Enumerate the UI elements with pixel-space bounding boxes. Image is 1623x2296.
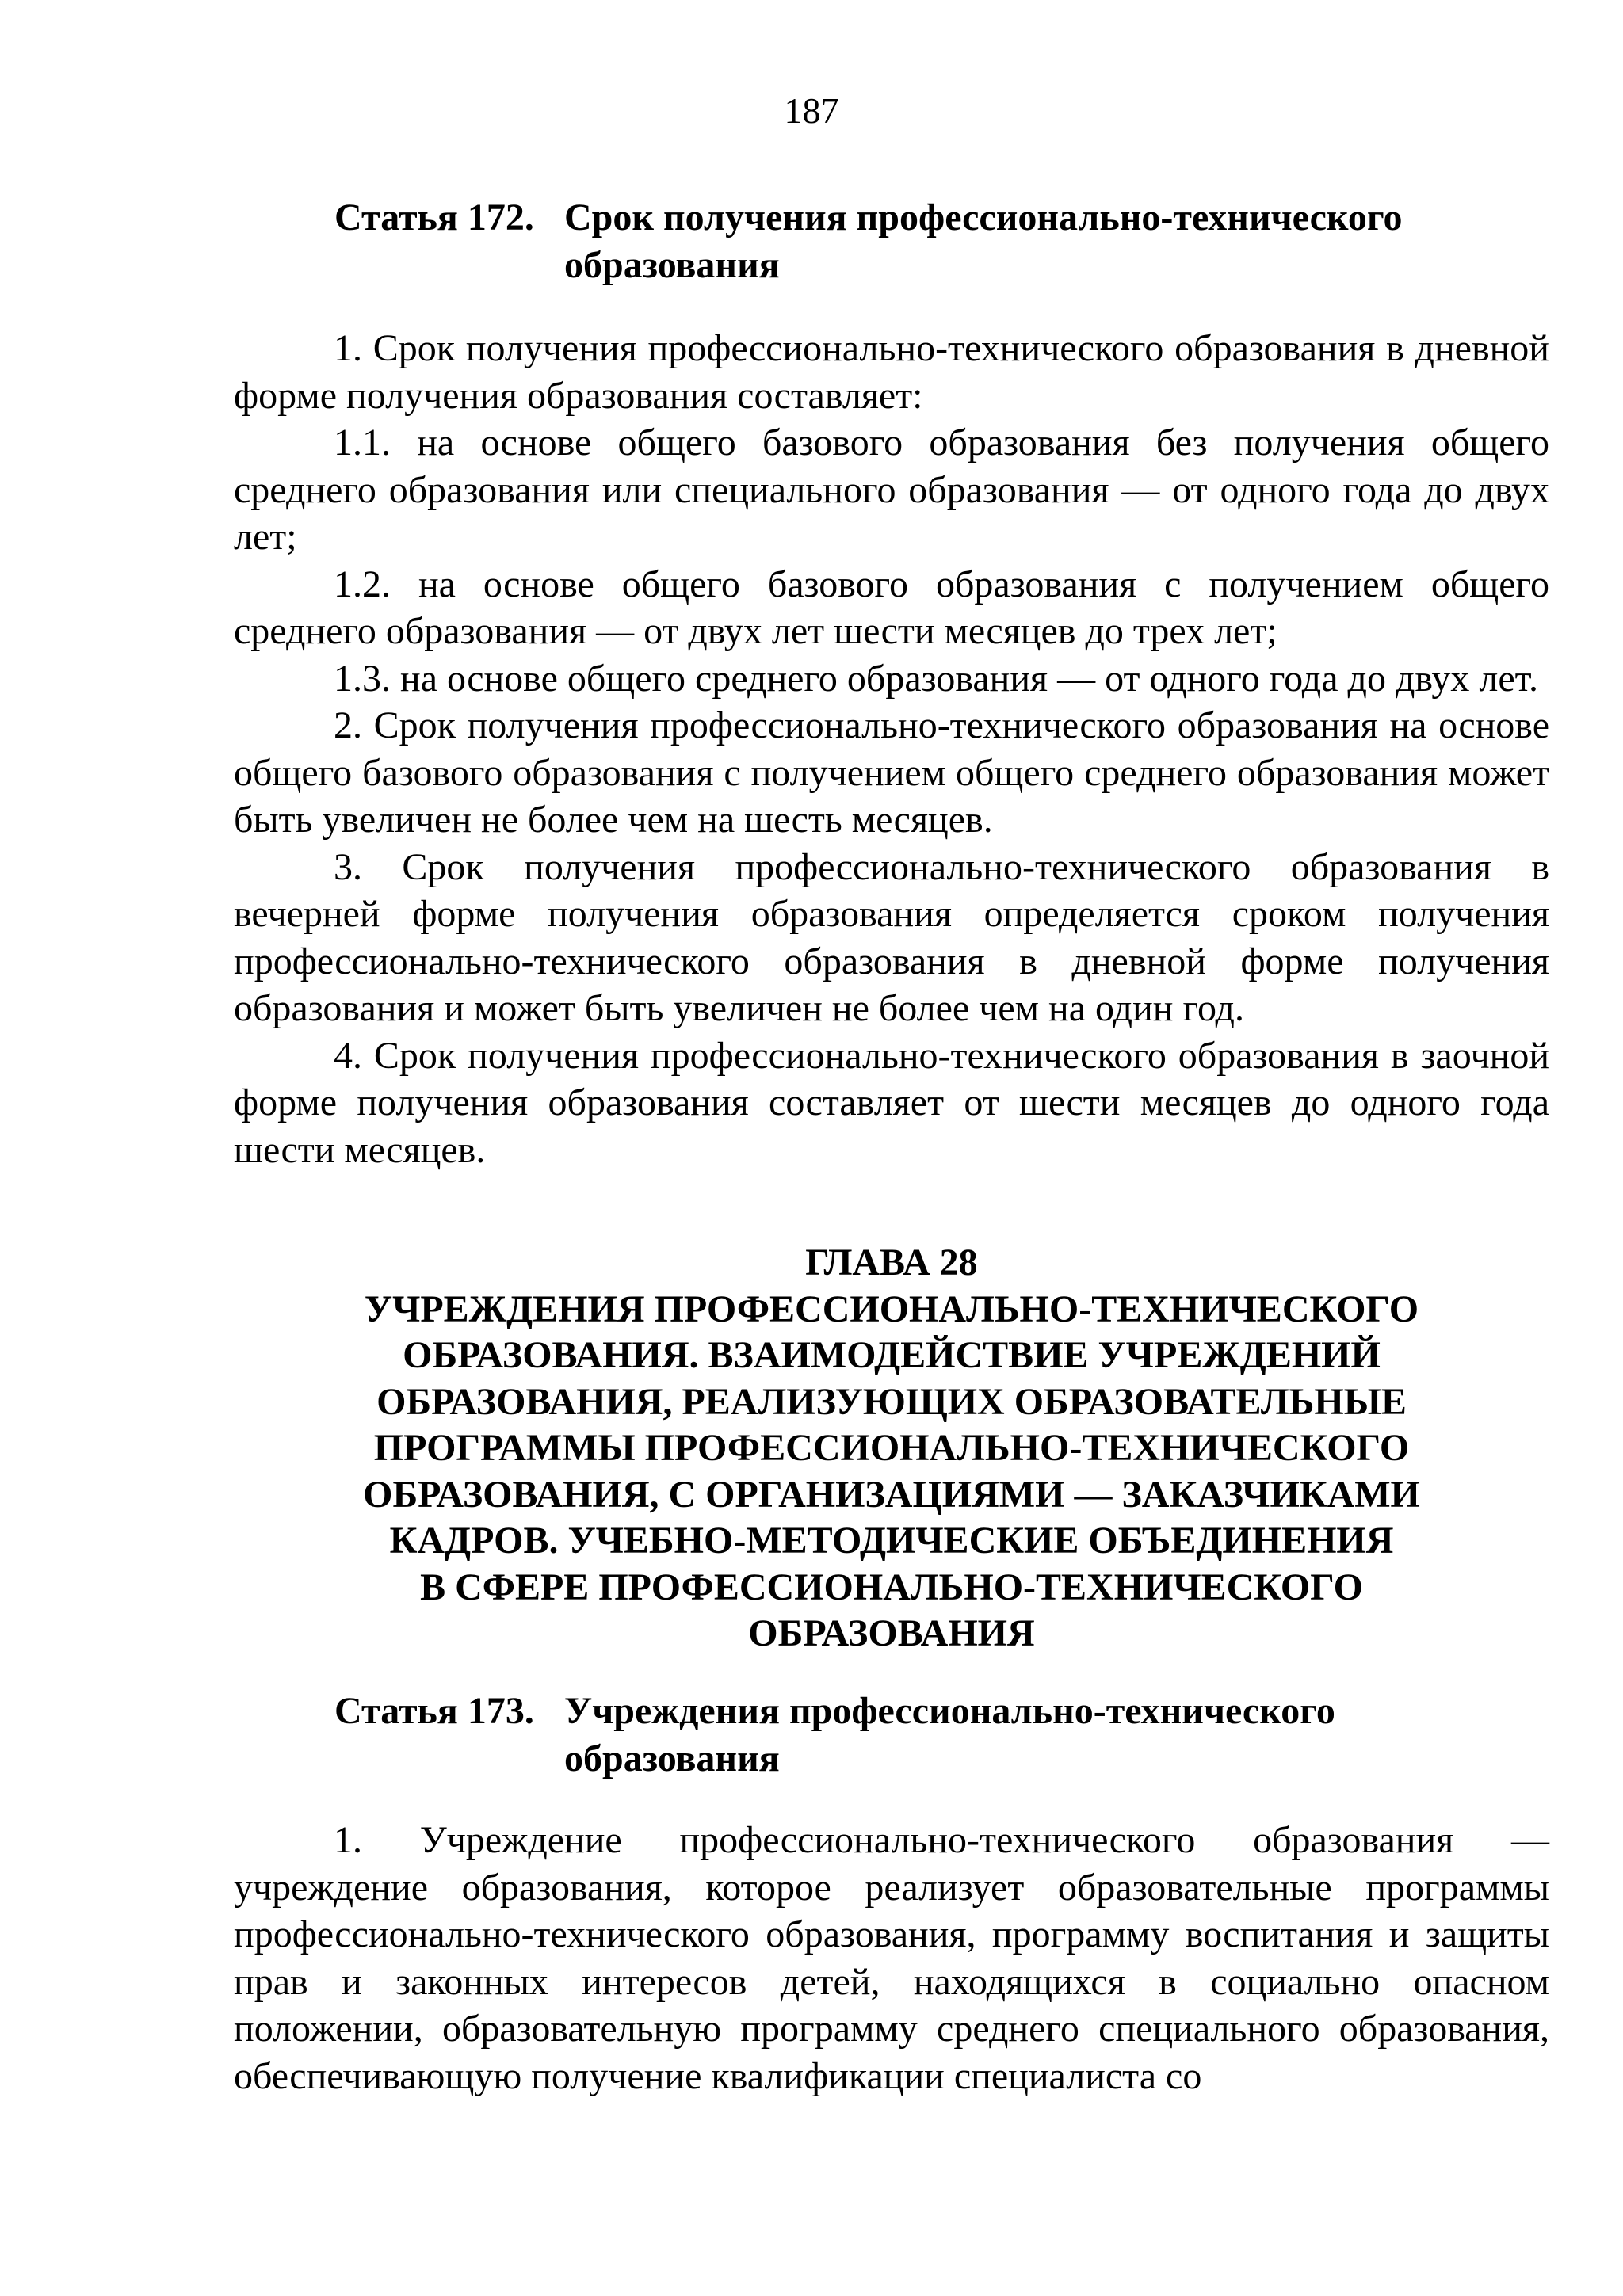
article-172-paragraph-1-3: 1.3. на основе общего среднего образования — от одного года до двух лет.: [334, 657, 1539, 700]
article-172-paragraph-1-1: 1.1. на основе общего базового образования без получения общего среднего образования или специального образования — от одного года до двух лет;: [234, 421, 1549, 558]
article-173-heading: [334, 1688, 1555, 1783]
article-172-paragraph-1-2: 1.2. на основе общего базового образования с получением общего среднего образования — от двух лет шести месяцев до трех лет;: [234, 563, 1549, 652]
article-172-paragraph-1: 1. Срок получения профессионально-технического образования в дневной форме получения образования составляет:: [234, 327, 1549, 417]
article-172-paragraph-4: 4. Срок получения профессионально-технического образования в заочной форме получения образования составляет от шести месяцев до одного года шести месяцев.: [234, 1034, 1549, 1171]
chapter-28-heading-line: КАДРОВ. УЧЕБНО-МЕТОДИЧЕСКИЕ ОБЪЕДИНЕНИЯ: [389, 1520, 1394, 1562]
page-number: 187: [784, 90, 839, 131]
article-173-title: Учреждения профессионально-технического образования: [564, 1690, 1335, 1779]
chapter-28-heading-line: УЧРЕЖДЕНИЯ ПРОФЕССИОНАЛЬНО-ТЕХНИЧЕСКОГО: [364, 1287, 1419, 1330]
article-172-label: Статья 172.: [334, 196, 534, 238]
chapter-28-heading: [234, 1240, 1549, 1657]
article-173-body: [234, 1817, 1549, 2100]
chapter-28-heading-line: ГЛАВА 28: [805, 1241, 978, 1283]
article-172-heading: [334, 194, 1555, 289]
article-172-paragraph-3: 3. Срок получения профессионально-технического образования в вечерней форме получения образования определяется сроком получения профессионально-технического образования в дневной форме получения образования и может быть увеличен не более чем на один год.: [234, 845, 1549, 1029]
chapter-28-heading-line: В СФЕРЕ ПРОФЕССИОНАЛЬНО-ТЕХНИЧЕСКОГО: [420, 1566, 1363, 1608]
chapter-28-heading-line: ПРОГРАММЫ ПРОФЕССИОНАЛЬНО-ТЕХНИЧЕСКОГО: [373, 1427, 1410, 1469]
chapter-28-heading-line: ОБРАЗОВАНИЯ, С ОРГАНИЗАЦИЯМИ — ЗАКАЗЧИКАМИ: [363, 1473, 1420, 1516]
chapter-28-heading-line: ОБРАЗОВАНИЯ, РЕАЛИЗУЮЩИХ ОБРАЗОВАТЕЛЬНЫЕ: [376, 1380, 1407, 1423]
article-173-label: Статья 173.: [334, 1690, 534, 1732]
article-172-paragraph-2: 2. Срок получения профессионально-технического образования на основе общего базового образования с получением общего среднего образования может быть увеличен не более чем на шесть месяцев.: [234, 704, 1549, 841]
chapter-28-heading-line: ОБРАЗОВАНИЯ. ВЗАИМОДЕЙСТВИЕ УЧРЕЖДЕНИЙ: [403, 1334, 1381, 1376]
chapter-28-heading-line: ОБРАЗОВАНИЯ: [748, 1612, 1035, 1654]
article-172-body: [234, 325, 1549, 1173]
article-172-title: Срок получения профессионально-технического образования: [564, 196, 1403, 286]
article-173-paragraph-1: 1. Учреждение профессионально-технического образования — учреждение образования, которое реализует образовательные программы профессионально-технического образования, программу воспитания и защиты прав и законных интересов детей, находящихся в социально опасном положении, образовательную программу среднего специального образования, обеспечивающую получение квалификации специалиста со: [234, 1819, 1549, 2097]
